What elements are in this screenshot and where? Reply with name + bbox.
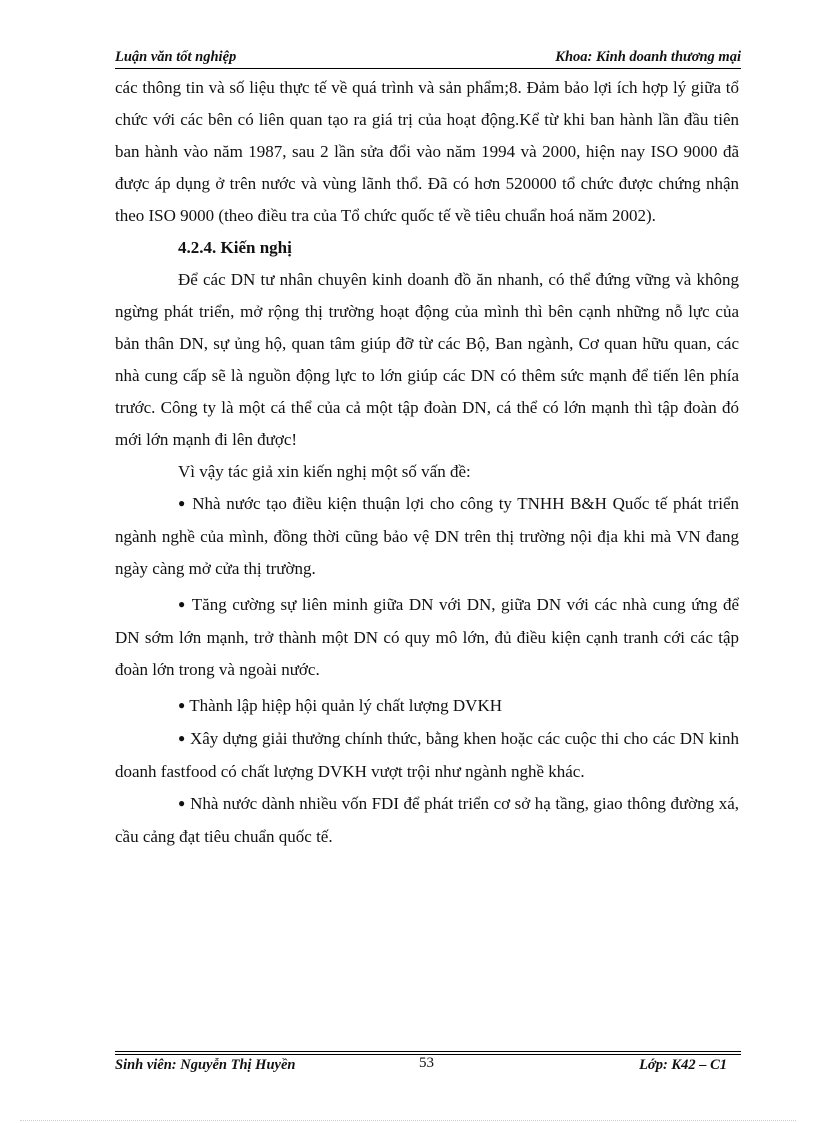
- list-item: [115, 488, 739, 585]
- section-heading: 4.2.4. Kiến nghị: [178, 238, 292, 257]
- header-rule: [115, 68, 741, 69]
- faculty-name: Khoa: Kinh doanh thương mại: [555, 49, 741, 65]
- paragraph-recommendation-lead: Vì vậy tác giả xin kiến nghị một số vấn đề:: [178, 462, 471, 481]
- list-item-text: Nhà nước dành nhiều vốn FDI để phát triển cơ sở hạ tầng, giao thông đường xá, cầu cảng đạt tiêu chuẩn quốc tế.: [115, 794, 739, 846]
- bullet-icon: ●: [178, 597, 187, 611]
- student-name: Sinh viên: Nguyễn Thị Huyền: [115, 1057, 296, 1073]
- list-item: [115, 690, 739, 723]
- bullet-icon: ●: [178, 796, 186, 810]
- list-item-text: Nhà nước tạo điều kiện thuận lợi cho công ty TNHH B&H Quốc tế phát triển ngành nghề của mình, đồng thời cũng bảo vệ DN trên thị trường nội địa khi mà VN đang ngày càng mở cửa thị trường.: [115, 494, 740, 578]
- list-item-text: Xây dựng giải thưởng chính thức, bằng khen hoặc các cuộc thi cho các DN kinh doanh fastfood có chất lượng DVKH vượt trội như ngành nghề khác.: [115, 729, 739, 781]
- list-item: [115, 723, 739, 788]
- bullet-icon: ●: [178, 698, 186, 712]
- page-header: [115, 47, 741, 69]
- list-item-text: Tăng cường sự liên minh giữa DN với DN, giữa DN với các nhà cung ứng để DN sớm lớn mạnh, trở thành một DN có quy mô lớn, đủ điều kiện cạnh tranh cới các tập đoàn lớn trong và ngoài nước.: [115, 595, 739, 679]
- class-code: Lớp: K42 – C1: [639, 1057, 727, 1073]
- list-item-text: Thành lập hiệp hội quản lý chất lượng DVKH: [189, 696, 503, 715]
- thesis-title: Luận văn tốt nghiệp: [115, 49, 237, 65]
- footer-rule-top: [115, 1051, 741, 1052]
- bullet-icon: ●: [178, 731, 186, 745]
- paragraph-iso: các thông tin và số liệu thực tế về quá trình và sản phẩm;8. Đảm bảo lợi ích hợp lý giữa tổ chức với các bên có liên quan tạo ra giá trị của hoạt động.Kể từ khi ban hành lần đầu tiên ban hành vào năm 1987, sau 2 lần sửa đổi vào năm 1994 và 2000, hiện nay ISO 9000 đã được áp dụng ở trên nước và vùng lãnh thổ. Đã có hơn 520000 tổ chức được chứng nhận theo ISO 9000 (theo điều tra của Tổ chức quốc tế về tiêu chuẩn hoá năm 2002).: [115, 78, 739, 225]
- page-body: [115, 72, 739, 853]
- bullet-icon: ●: [178, 496, 187, 510]
- page-footer: [115, 1055, 741, 1079]
- list-item: [115, 788, 739, 853]
- list-item: [115, 589, 739, 686]
- page-edge-dots: [20, 1120, 796, 1121]
- paragraph-recommendation-intro: Để các DN tư nhân chuyên kinh doanh đồ ăn nhanh, có thể đứng vững và không ngừng phát triển, mở rộng thị trường hoạt động của mình thì bên cạnh những nỗ lực của bản thân DN, sự ủng hộ, quan tâm giúp đỡ từ các Bộ, Ban ngành, Cơ quan hữu quan, các nhà cung cấp sẽ là nguồn động lực to lớn giúp các DN có thêm sức mạnh để tiến lên phía trước. Công ty là một cá thể của cả một tập đoàn DN, cá thể có lớn mạnh thì tập đoàn đó mới lớn mạnh đi lên được!: [115, 270, 739, 449]
- page-number: 53: [419, 1055, 434, 1071]
